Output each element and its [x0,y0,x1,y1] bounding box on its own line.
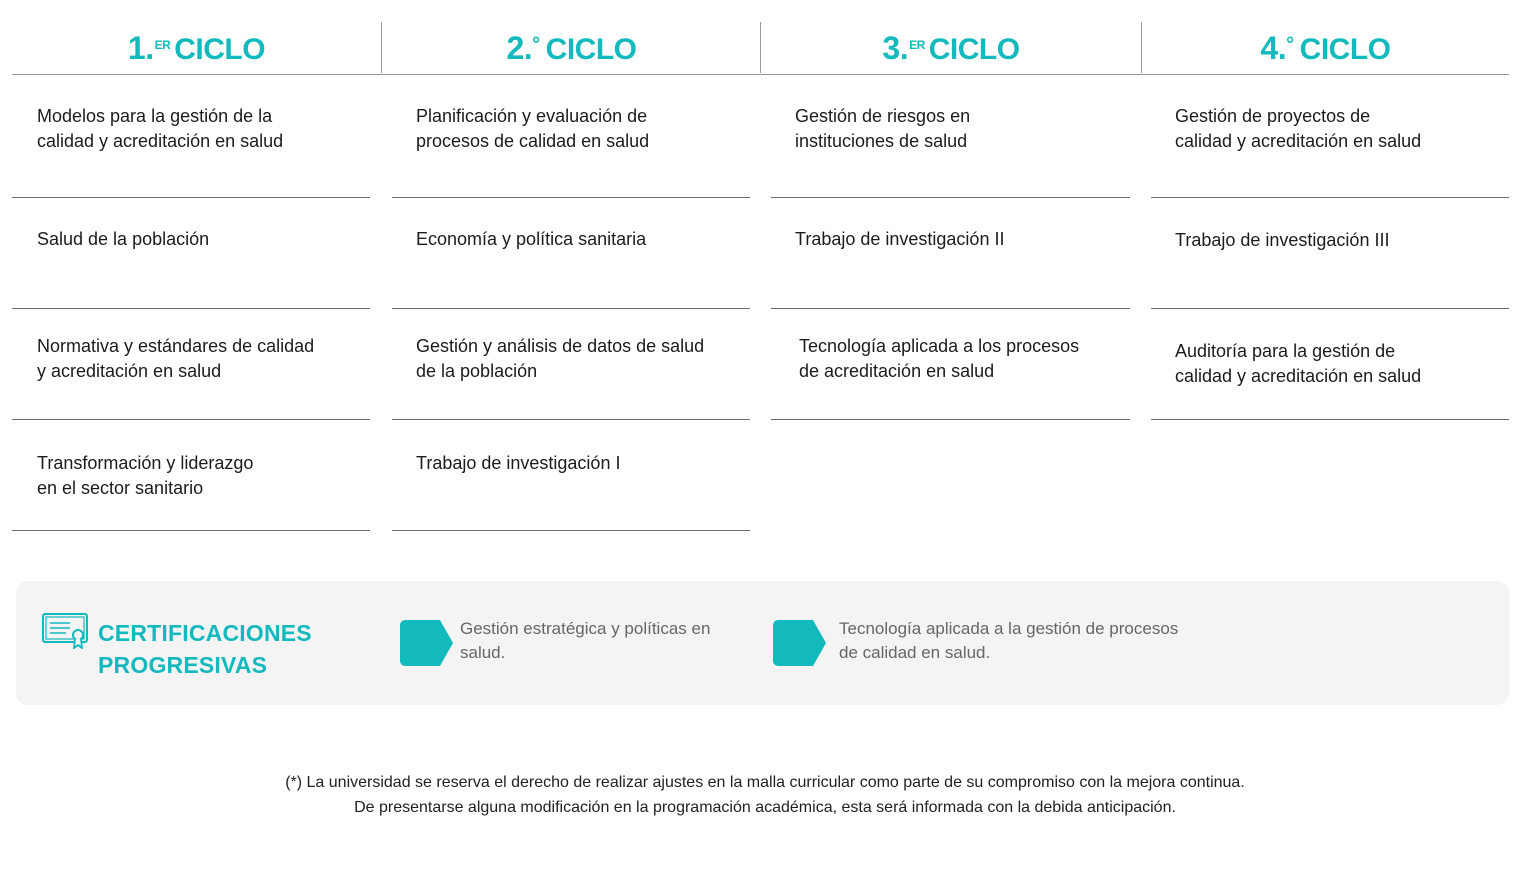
course-cell [392,420,750,531]
cycle-3-label: CICLO [928,33,1020,66]
course-cell [392,74,750,198]
cycle-1-number: 1. [127,30,154,66]
course-name: Gestión de riesgos en instituciones de salud [795,106,971,151]
course-cell [1151,74,1509,198]
course-cell [392,309,750,420]
certification-item: Tecnología aplicada a la gestión de procesos de calidad en salud. [839,619,1179,662]
course-name: Gestión de proyectos de calidad y acreditación en salud [1175,106,1422,151]
certifications-title: CERTIFICACIONES PROGRESIVAS [98,620,312,678]
course-cell [1151,309,1509,420]
footnote-line: (*) La universidad se reserva el derecho de realizar ajustes en la malla curricular como parte de su compromiso con la mejora continua. [285,774,1245,791]
tag-icon [773,620,827,671]
certification-item: Gestión estratégica y políticas en salud. [460,619,711,662]
course-cell [771,74,1130,198]
course-cell [771,198,1130,309]
certificate-icon [42,613,88,654]
cycle-2-heading [382,22,761,73]
cycle-2-number: 2. [506,30,533,66]
course-name: Trabajo de investigación I [416,453,621,473]
course-name: Trabajo de investigación II [795,229,1005,249]
cycle-1-heading [12,22,381,73]
column-divider [381,22,382,73]
course-name: Salud de la población [37,229,210,249]
cycle-2-label: CICLO [545,33,637,66]
cycle-4-number: 4. [1260,30,1287,66]
cycle-1-label: CICLO [174,33,266,66]
column-divider [760,22,761,73]
tag-icon [400,620,454,671]
course-cell [12,309,370,420]
cycle-4-label: CICLO [1299,33,1391,66]
cycle-2-suffix: ° [532,34,540,56]
footnote [0,770,1530,820]
cycle-1-suffix: ER [154,38,171,52]
course-cell [12,198,370,309]
course-name: Tecnología aplicada a los procesos de acreditación en salud [799,336,1080,381]
course-name: Planificación y evaluación de procesos de calidad en salud [416,106,650,151]
course-name: Gestión y análisis de datos de salud de la población [416,336,705,381]
course-cell [12,420,370,531]
course-cell [12,74,370,198]
column-divider [1141,22,1142,73]
cycle-3-heading [761,22,1141,73]
course-name: Trabajo de investigación III [1175,230,1390,250]
course-cell [1151,198,1509,309]
cycle-3-number: 3. [882,30,909,66]
footnote-line: De presentarse alguna modificación en la programación académica, esta será informada con la debida anticipación. [354,799,1176,816]
course-name: Modelos para la gestión de la calidad y acreditación en salud [37,106,284,151]
course-name: Normativa y estándares de calidad y acreditación en salud [37,336,315,381]
course-name: Economía y política sanitaria [416,229,647,249]
course-name: Auditoría para la gestión de calidad y acreditación en salud [1175,341,1422,386]
cycle-4-heading [1142,22,1509,73]
cycle-4-suffix: ° [1286,34,1294,56]
course-cell [392,198,750,309]
course-cell [771,309,1130,420]
course-name: Transformación y liderazgo en el sector sanitario [37,453,254,498]
cycle-3-suffix: ER [909,38,925,52]
